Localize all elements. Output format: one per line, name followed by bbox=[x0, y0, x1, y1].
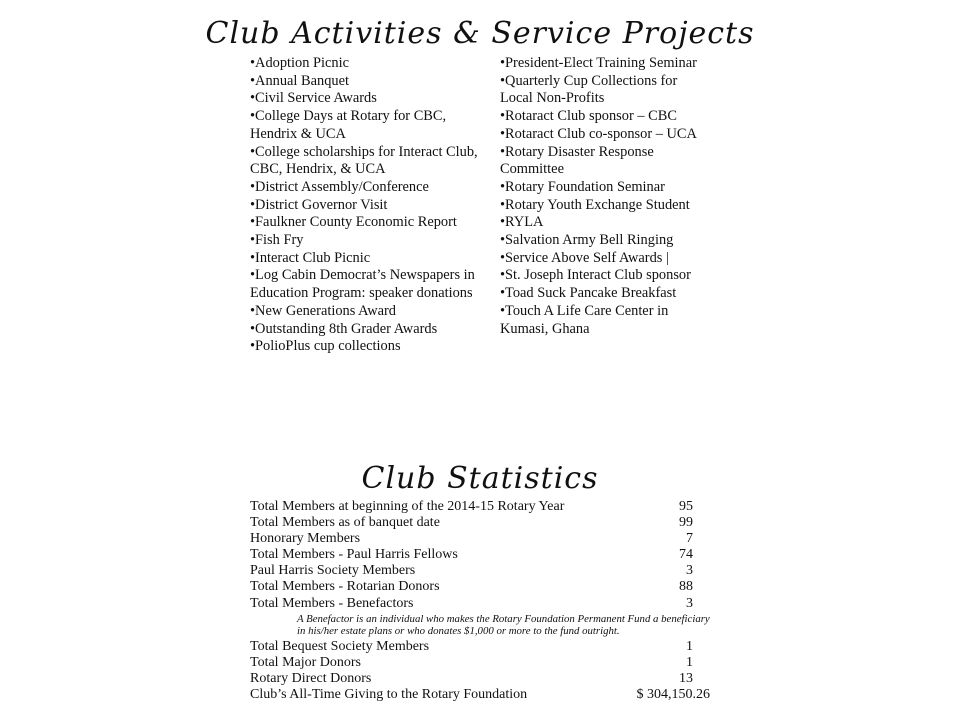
stat-label: Total Major Donors bbox=[250, 654, 362, 670]
stat-row bbox=[250, 563, 710, 579]
stat-value: 13 bbox=[679, 671, 693, 687]
stat-value: 99 bbox=[679, 515, 693, 531]
stat-value: 1 bbox=[686, 638, 693, 654]
stat-label: Rotary Direct Donors bbox=[250, 671, 372, 687]
stat-value: 1 bbox=[686, 654, 693, 670]
benefactor-note-row bbox=[250, 612, 710, 639]
stat-label: Total Members - Benefactors bbox=[250, 595, 414, 611]
activity-item: • St. Joseph Interact Club sponsor bbox=[500, 267, 710, 285]
stat-row bbox=[250, 547, 710, 563]
activity-item: • Interact Club Picnic bbox=[250, 250, 480, 268]
stat-label: Total Bequest Society Members bbox=[250, 638, 430, 654]
activity-item: • District Assembly/Conference bbox=[250, 179, 480, 197]
activity-item: • Rotary Disaster Response Committee bbox=[500, 144, 710, 179]
stat-value: 88 bbox=[679, 579, 693, 595]
statistics-heading: Club Statistics bbox=[361, 461, 599, 496]
activity-item: • New Generations Award bbox=[250, 303, 480, 321]
activity-item: • President-Elect Training Seminar bbox=[500, 55, 710, 73]
activity-item: • Annual Banquet bbox=[250, 73, 480, 91]
activities-right-column bbox=[500, 55, 710, 338]
stat-value: 74 bbox=[679, 547, 693, 563]
activity-item: • Rotary Youth Exchange Student bbox=[500, 197, 710, 215]
stat-label: Total Members at beginning of the 2014-15 Rotary Year bbox=[250, 499, 565, 514]
activity-item: • Faulkner County Economic Report bbox=[250, 214, 480, 232]
activity-item: • Fish Fry bbox=[250, 232, 480, 250]
activity-item: • Outstanding 8th Grader Awards bbox=[250, 321, 480, 339]
benefactor-note: A Benefactor is an individual who makes the Rotary Foundation Permanent Fund a beneficiary in his/her estate plans or who donates $1,000 or more to the fund outright. bbox=[297, 612, 710, 638]
activity-item: • Log Cabin Democrat’s Newspapers in Education Program: speaker donations bbox=[250, 267, 480, 302]
activity-item: • Adoption Picnic bbox=[250, 55, 480, 73]
stat-label: Total Members as of banquet date bbox=[250, 515, 440, 531]
stat-value: 3 bbox=[686, 563, 693, 579]
stat-label: Club’s All-Time Giving to the Rotary Foundation bbox=[250, 687, 528, 703]
activity-item: • Quarterly Cup Collections for Local Non-Profits bbox=[500, 73, 710, 108]
stat-label: Honorary Members bbox=[250, 531, 361, 547]
activity-item: • Salvation Army Bell Ringing bbox=[500, 232, 710, 250]
stat-row bbox=[250, 499, 710, 515]
stat-value: 95 bbox=[679, 499, 693, 514]
stat-value: 3 bbox=[686, 595, 693, 611]
stat-row bbox=[250, 639, 710, 655]
activity-item: • District Governor Visit bbox=[250, 197, 480, 215]
stat-value: $ 304,150.26 bbox=[636, 687, 710, 703]
activity-item: • College Days at Rotary for CBC, Hendrix & UCA bbox=[250, 108, 480, 143]
activity-item: • RYLA bbox=[500, 214, 710, 232]
activity-item: • Touch A Life Care Center in Kumasi, Ghana bbox=[500, 303, 710, 338]
activity-item: • Service Above Self Awards | bbox=[500, 250, 710, 268]
activity-item: • College scholarships for Interact Club, CBC, Hendrix, & UCA bbox=[250, 144, 480, 179]
stat-label: Total Members - Rotarian Donors bbox=[250, 579, 440, 595]
stat-label: Total Members - Paul Harris Fellows bbox=[250, 547, 458, 563]
activity-item: • Civil Service Awards bbox=[250, 90, 480, 108]
stat-row bbox=[250, 655, 710, 671]
stat-row bbox=[250, 671, 710, 687]
activity-item: • Rotaract Club co-sponsor – UCA bbox=[500, 126, 710, 144]
activity-item: • PolioPlus cup collections bbox=[250, 338, 480, 356]
statistics-table bbox=[250, 499, 710, 703]
activity-item: • Rotary Foundation Seminar bbox=[500, 179, 710, 197]
stat-row bbox=[250, 579, 710, 595]
stat-row bbox=[250, 596, 710, 612]
stat-label: Paul Harris Society Members bbox=[250, 563, 416, 579]
stat-row bbox=[250, 515, 710, 531]
activity-item: • Toad Suck Pancake Breakfast bbox=[500, 285, 710, 303]
stat-row bbox=[250, 531, 710, 547]
stat-row bbox=[250, 687, 710, 703]
stat-value: 7 bbox=[686, 531, 693, 547]
activities-left-column bbox=[250, 55, 480, 356]
activities-heading: Club Activities & Service Projects bbox=[205, 16, 755, 51]
activity-item: • Rotaract Club sponsor – CBC bbox=[500, 108, 710, 126]
